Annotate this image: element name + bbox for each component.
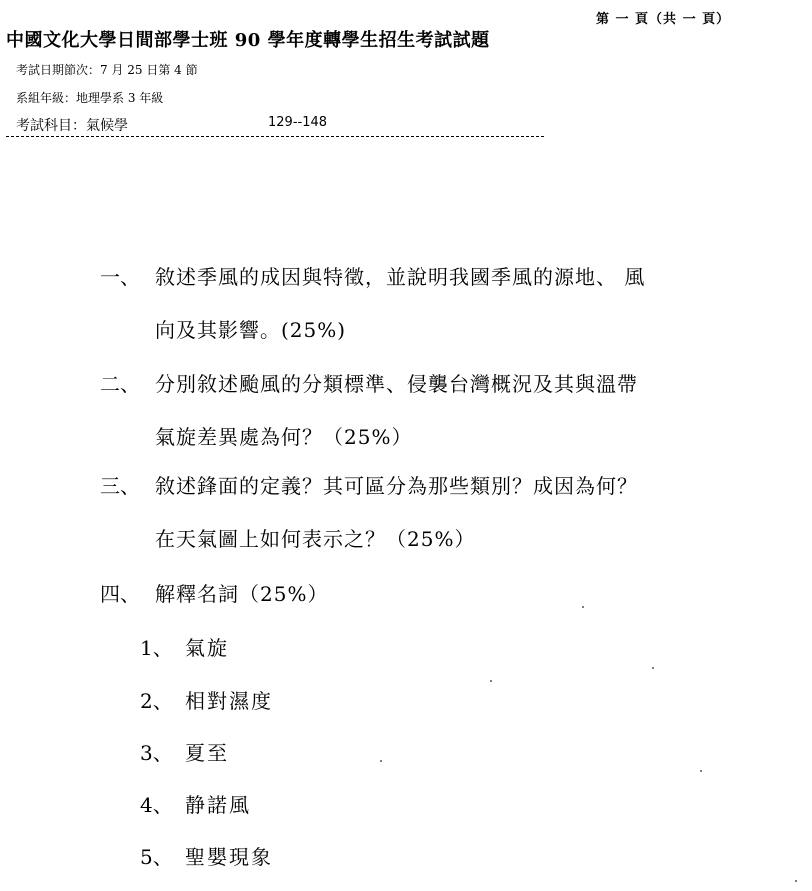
question-2-line-1: 分別敘述颱風的分類標準、侵襲台灣概況及其與溫帶 (155, 372, 638, 396)
question-2-number: 二、 (100, 372, 140, 396)
scan-speck (795, 880, 797, 882)
term-1-text: 氣旋 (185, 636, 229, 660)
department-grade: 系組年級：地理學系 3 年級 (16, 91, 164, 105)
question-1-line-1: 敘述季風的成因與特徵，並說明我國季風的源地、 風 (155, 265, 646, 289)
question-code-range: 129--148 (268, 115, 328, 130)
term-5-number: 5、 (140, 845, 173, 869)
question-3-line-1: 敘述鋒面的定義？其可區分為那些類別？成因為何？ (155, 474, 638, 498)
exam-title: 中國文化大學日間部學士班 90 學年度轉學生招生考試試題 (6, 30, 490, 51)
exam-subject: 考試科目：氣候學 (16, 118, 128, 134)
term-4-number: 4、 (140, 793, 173, 817)
scan-speck (700, 770, 702, 772)
page-number: 第 一 頁（共 一 頁） (596, 12, 731, 27)
question-4-number: 四、 (100, 582, 140, 606)
question-1-number: 一、 (100, 265, 140, 289)
scan-speck (582, 606, 584, 608)
scan-speck (380, 760, 382, 762)
scan-speck (652, 667, 654, 669)
term-2-number: 2、 (140, 689, 173, 713)
term-5-text: 聖嬰現象 (185, 845, 273, 869)
question-3-line-2: 在天氣圖上如何表示之？（25%） (155, 527, 476, 551)
term-3-text: 夏至 (185, 741, 229, 765)
question-3-number: 三、 (100, 474, 140, 498)
term-1-number: 1、 (140, 636, 173, 660)
exam-date: 考試日期節次：7 月 25 日第 4 節 (16, 63, 198, 77)
question-2-line-2: 氣旋差異處為何？（25%） (155, 425, 413, 449)
scan-speck (490, 680, 492, 682)
header-divider (6, 136, 544, 137)
term-2-text: 相對濕度 (185, 689, 273, 713)
term-4-text: 静諾風 (185, 793, 251, 817)
question-1-line-2: 向及其影響。(25%) (155, 318, 347, 342)
question-4-line-1: 解釋名詞（25%） (155, 582, 329, 606)
term-3-number: 3、 (140, 741, 173, 765)
